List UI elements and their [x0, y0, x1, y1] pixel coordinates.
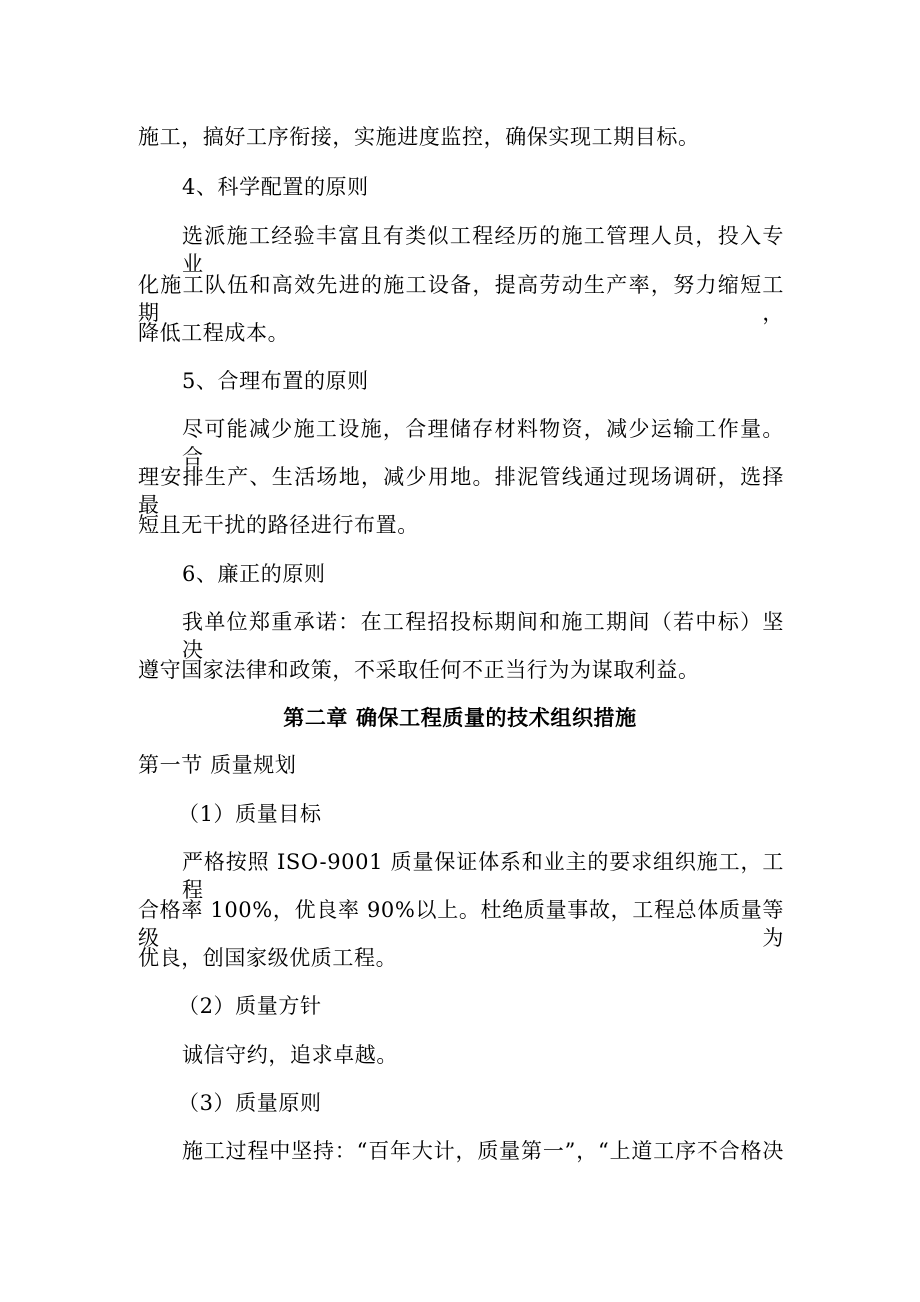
paragraph-line: 合格率 100%，优良率 90%以上。杜绝质量事故，工程总体质量等级为 [138, 898, 784, 950]
subsection-heading: （2）质量方针 [178, 994, 322, 1018]
section-heading: 6、廉正的原则 [182, 562, 326, 586]
paragraph-line: 优良，创国家级优质工程。 [138, 946, 398, 970]
paragraph-line: 选派施工经验丰富且有类似工程经历的施工管理人员，投入专业 [182, 224, 784, 276]
paragraph-line: 施工，搞好工序衔接，实施进度监控，确保实现工期目标。 [138, 125, 700, 149]
paragraph-line: 我单位郑重承诺：在工程招投标期间和施工期间（若中标）坚决 [182, 610, 784, 662]
section-heading: 5、合理布置的原则 [182, 369, 369, 393]
paragraph-line: 短且无干扰的路径进行布置。 [138, 513, 419, 537]
paragraph-line: 遵守国家法律和政策，不采取任何不正当行为为谋取利益。 [138, 658, 700, 682]
section-title: 第一节 质量规划 [138, 753, 297, 777]
paragraph-line: 诚信守约，追求卓越。 [182, 1043, 398, 1067]
paragraph-line: 理安排生产、生活场地，减少用地。排泥管线通过现场调研，选择最 [138, 465, 784, 517]
chapter-title: 第二章 确保工程质量的技术组织措施 [283, 706, 637, 730]
paragraph-line: 尽可能减少施工设施，合理储存材料物资，减少运输工作量。合 [182, 417, 784, 469]
paragraph-line: 施工过程中坚持：“百年大计，质量第一”，“上道工序不合格决 [182, 1139, 784, 1163]
section-heading: 4、科学配置的原则 [182, 175, 369, 199]
paragraph-line: 严格按照 ISO-9001 质量保证体系和业主的要求组织施工，工程 [182, 850, 784, 902]
paragraph-line: 降低工程成本。 [138, 321, 290, 345]
subsection-heading: （1）质量目标 [178, 802, 322, 826]
paragraph-line: 化施工队伍和高效先进的施工设备，提高劳动生产率，努力缩短工期， [138, 273, 784, 325]
subsection-heading: （3）质量原则 [178, 1091, 322, 1115]
